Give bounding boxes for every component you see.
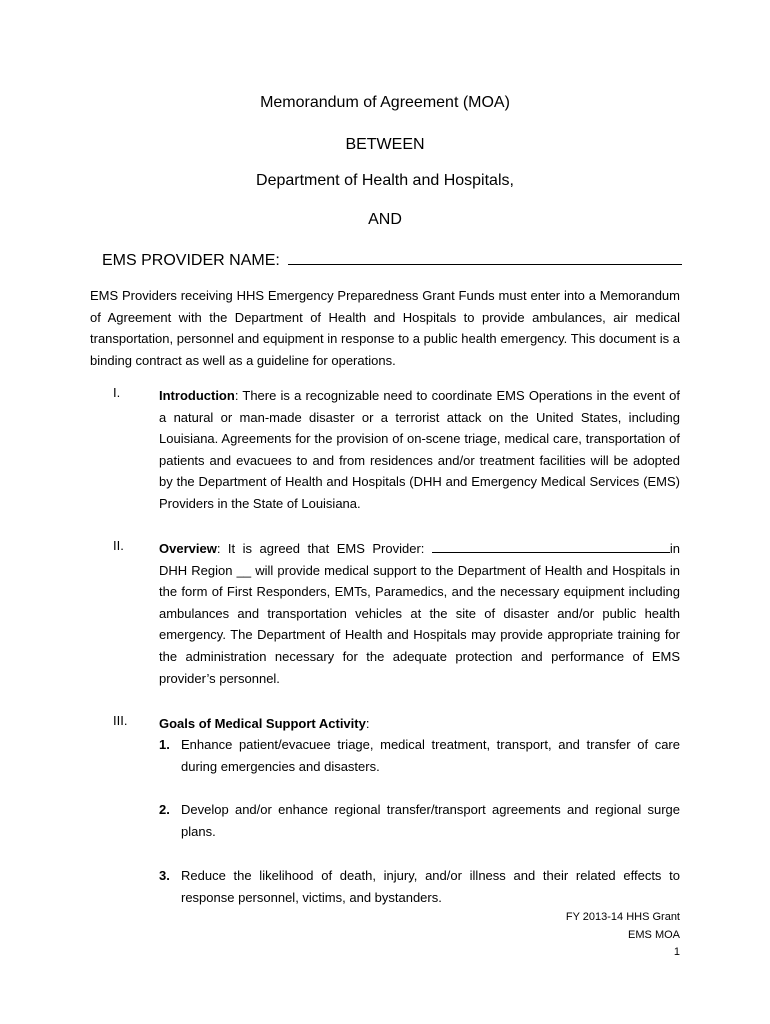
ems-provider-field[interactable] (432, 540, 670, 553)
ems-provider-name-field[interactable] (288, 249, 682, 265)
section-1-body (159, 385, 680, 515)
intro-paragraph: EMS Providers receiving HHS Emergency Preparedness Grant Funds must enter into a Memorandum of Agreement with the Department of Health and Hospitals to provide ambulances, air medical transportation, personnel and equipment in response to a public health emergency. This document is a binding contract as well as a guideline for operations. (90, 288, 680, 368)
goal-number: 3. (159, 868, 170, 883)
section-3-heading (159, 713, 680, 735)
department-name: Department of Health and Hospitals, (256, 172, 514, 189)
section-2-body (159, 538, 680, 689)
page-footer (566, 909, 680, 962)
footer-doc: EMS MOA (628, 928, 680, 941)
section-2-text-b: in DHH Region __ will provide medical support to the Department of Health and Hospitals in the form of First Responders, EMTs, Paramedics, and the necessary equipment including ambulances and transportation vehicles at the site of disaster and/or public health emergency. The Department of Health and Hospitals may provide appropriate training for the administration necessary for the adequate protection and performance of EMS provider’s personnel. (159, 541, 680, 686)
section-1-number: I. (113, 385, 121, 400)
goal-item (159, 799, 680, 842)
page-number: 1 (673, 946, 680, 958)
section-2-text-a: : It is agreed that EMS Provider: (216, 541, 432, 556)
section-2-number: II. (113, 538, 124, 553)
goal-number: 1. (159, 737, 170, 752)
section-3-colon: : (365, 716, 370, 731)
footer-grant: FY 2013-14 HHS Grant (565, 911, 680, 923)
goal-text: Develop and/or enhance regional transfer/transport agreements and regional surge plans. (181, 802, 680, 839)
goal-item (159, 734, 680, 777)
section-3-number: III. (113, 713, 128, 728)
document-title: Memorandum of Agreement (MOA) (260, 94, 510, 111)
section-2-title: Overview (159, 541, 217, 556)
section-1-title: Introduction (159, 388, 235, 403)
ems-provider-label: EMS PROVIDER NAME: (102, 252, 280, 269)
and-label: AND (368, 211, 402, 228)
goal-text: Reduce the likelihood of death, injury, and/or illness and their related effects to response personnel, victims, and bystanders. (181, 868, 680, 905)
goal-item (159, 865, 680, 908)
goal-number: 2. (159, 802, 170, 817)
between-label: BETWEEN (345, 136, 425, 153)
section-1-text: : There is a recognizable need to coordinate EMS Operations in the event of a natural or man-made disaster or a terrorist attack on the United States, including Louisiana. Agreements for the provision of on-scene triage, medical care, transportation of patients and evacuees to and from residences and/or treatment facilities will be adopted by the Department of Health and Hospitals (DHH and Emergency Medical Services (EMS) Providers in the State of Louisiana. (159, 388, 680, 511)
goal-text: Enhance patient/evacuee triage, medical treatment, transport, and transfer of care during emergencies and disasters. (181, 737, 680, 774)
ems-provider-name-line (102, 249, 682, 270)
section-3-title: Goals of Medical Support Activity (159, 716, 366, 731)
